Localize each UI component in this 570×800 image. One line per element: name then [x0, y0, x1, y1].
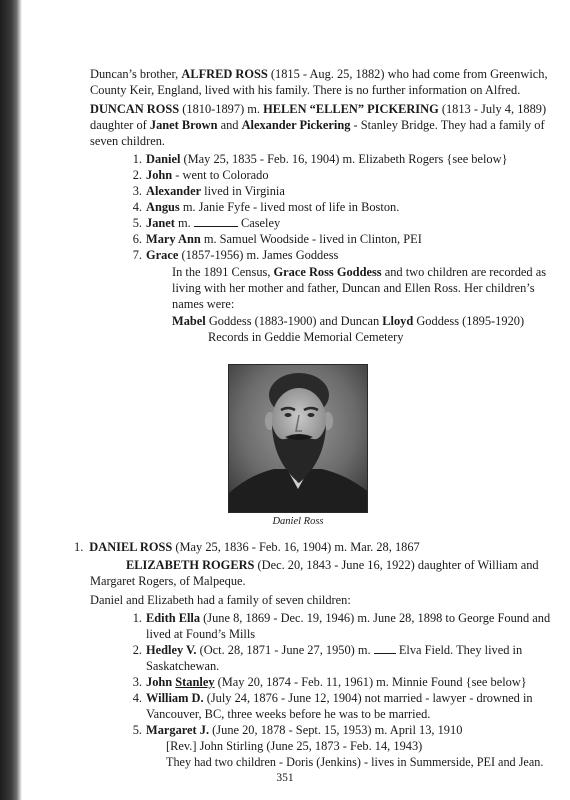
child-item-2: 2. John - went to Colorado	[132, 168, 269, 182]
cemetery-line: Records in Geddie Memorial Cemetery	[208, 330, 404, 344]
alfred-line-1: Duncan’s brother, ALFRED ROSS (1815 - Aug. 25, 1882) who had come from Greenwich,	[90, 67, 548, 81]
duncan-line-1: DUNCAN ROSS (1810-1897) m. HELEN “ELLEN” PICKERING (1813 - July 4, 1889)	[90, 102, 547, 116]
d-child-item-5-cont-2: They had two children - Doris (Jenkins) - lives in Summerside, PEI and Jean.	[166, 755, 544, 769]
portrait-photo	[228, 364, 368, 513]
page-number: 351	[276, 772, 294, 784]
child-item-6: 6. Mary Ann m. Samuel Woodside - lived in Clinton, PEI	[132, 232, 422, 246]
portrait-illustration	[229, 365, 367, 512]
duncan-line-3: seven children.	[90, 134, 166, 148]
elizabeth-line-1: ELIZABETH ROGERS (Dec. 20, 1843 - June 16, 1922) daughter of William and	[126, 558, 539, 572]
daniel-heading: 1. DANIEL ROSS (May 25, 1836 - Feb. 16, 1904) m. Mar. 28, 1867	[74, 540, 420, 554]
d-child-item-4-cont: Vancouver, BC, three weeks before he was to be married.	[146, 707, 431, 721]
d-child-item-2: 2. Hedley V. (Oct. 28, 1871 - June 27, 1950) m. Elva Field. They lived in	[132, 643, 523, 657]
child-item-5: 5. Janet m. Caseley	[132, 216, 281, 230]
grace-note-line-3: names were:	[172, 297, 235, 311]
grace-children-line: Mabel Goddess (1883-1900) and Duncan Lloyd Goddess (1895-1920)	[172, 314, 525, 328]
photo-caption: Daniel Ross	[272, 516, 324, 527]
d-child-item-5: 5. Margaret J. (June 20, 1878 - Sept. 15, 1953) m. April 13, 1910	[132, 723, 463, 737]
child-item-7: 7. Grace (1857-1956) m. James Goddess	[132, 248, 339, 262]
duncan-line-2: daughter of Janet Brown and Alexander Pickering - Stanley Bridge. They had a family of	[90, 118, 545, 132]
grace-note-line-1: In the 1891 Census, Grace Ross Goddess and two children are recorded as	[172, 265, 547, 279]
family-intro-line: Daniel and Elizabeth had a family of seven children:	[90, 593, 351, 607]
elizabeth-line-2: Margaret Rogers, of Malpeque.	[90, 574, 246, 588]
alfred-line-2: County Keir, England, lived with his family. There is no further information on Alfred.	[90, 83, 521, 97]
child-item-1: 1. Daniel (May 25, 1835 - Feb. 16, 1904) m. Elizabeth Rogers {see below}	[132, 152, 508, 166]
blank-line	[374, 643, 396, 654]
d-child-item-4: 4. William D. (July 24, 1876 - June 12, 1904) not married - lawyer - drowned in	[132, 691, 533, 705]
d-child-item-5-cont: [Rev.] John Stirling (June 25, 1873 - Feb. 14, 1943)	[166, 739, 423, 753]
d-child-item-1: 1. Edith Ella (June 8, 1869 - Dec. 19, 1946) m. June 28, 1898 to George Found and	[132, 611, 551, 625]
grace-note-line-2: living with her mother and father, Duncan and Ellen Ross. Her children’s	[172, 281, 535, 295]
d-child-item-3: 3. John Stanley (May 20, 1874 - Feb. 11, 1961) m. Minnie Found {see below}	[132, 675, 527, 689]
d-child-item-1-cont: lived at Found’s Mills	[146, 627, 256, 641]
d-child-item-2-cont: Saskatchewan.	[146, 659, 220, 673]
child-item-4: 4. Angus m. Janie Fyfe - lived most of life in Boston.	[132, 200, 400, 214]
blank-line	[194, 216, 238, 227]
child-item-3: 3. Alexander lived in Virginia	[132, 184, 285, 198]
